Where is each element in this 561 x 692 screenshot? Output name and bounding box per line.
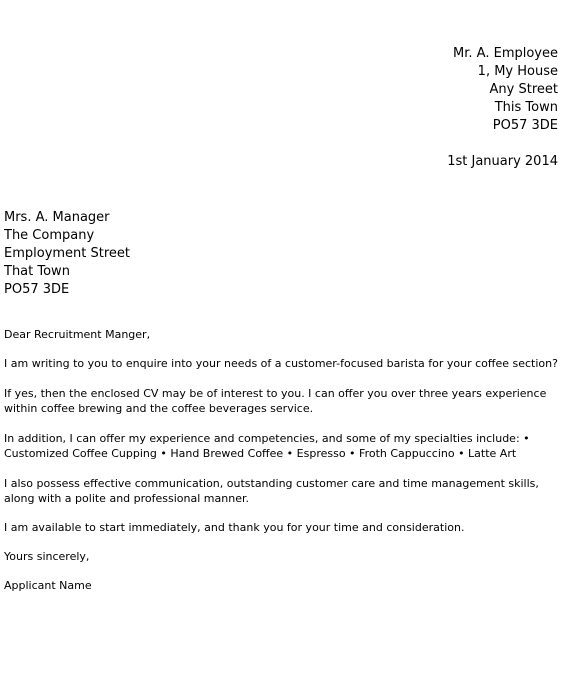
recipient-address-block (4, 209, 130, 299)
sender-town: This Town (494, 100, 558, 115)
sender-address-line-1: 1, My House (477, 64, 558, 79)
signature-name: Applicant Name (4, 579, 92, 592)
recipient-postcode: PO57 3DE (4, 282, 70, 297)
closing: Yours sincerely, (4, 550, 90, 563)
recipient-street: Employment Street (4, 246, 131, 261)
paragraph-enquiry: I am writing to you to enquire into your needs of a customer-focused barista for your coffee section? (4, 357, 558, 370)
sender-address-line-2: Any Street (489, 82, 558, 97)
sender-address-block (453, 45, 558, 135)
sender-postcode: PO57 3DE (492, 118, 558, 133)
recipient-town: That Town (4, 264, 70, 279)
recipient-name: Mrs. A. Manager (4, 210, 110, 225)
salutation: Dear Recruitment Manger, (4, 328, 151, 341)
recipient-company: The Company (4, 228, 95, 243)
paragraph-availability: I am available to start immediately, and thank you for your time and consideration. (4, 521, 465, 534)
sender-name: Mr. A. Employee (453, 46, 558, 61)
paragraph-specialties: In addition, I can offer my experience and competencies, and some of my specialties include: • Customized Coffee Cupping • Hand Brewed Coffee • Espresso • Froth Cappuccino • Latte Art (4, 432, 530, 460)
letter-date: 1st January 2014 (447, 154, 558, 169)
paragraph-skills: I also possess effective communication, outstanding customer care and time management skills, along with a polite and professional manner. (4, 477, 539, 505)
paragraph-experience: If yes, then the enclosed CV may be of interest to you. I can offer you over three years experience within coffee brewing and the coffee beverages service. (4, 387, 547, 415)
